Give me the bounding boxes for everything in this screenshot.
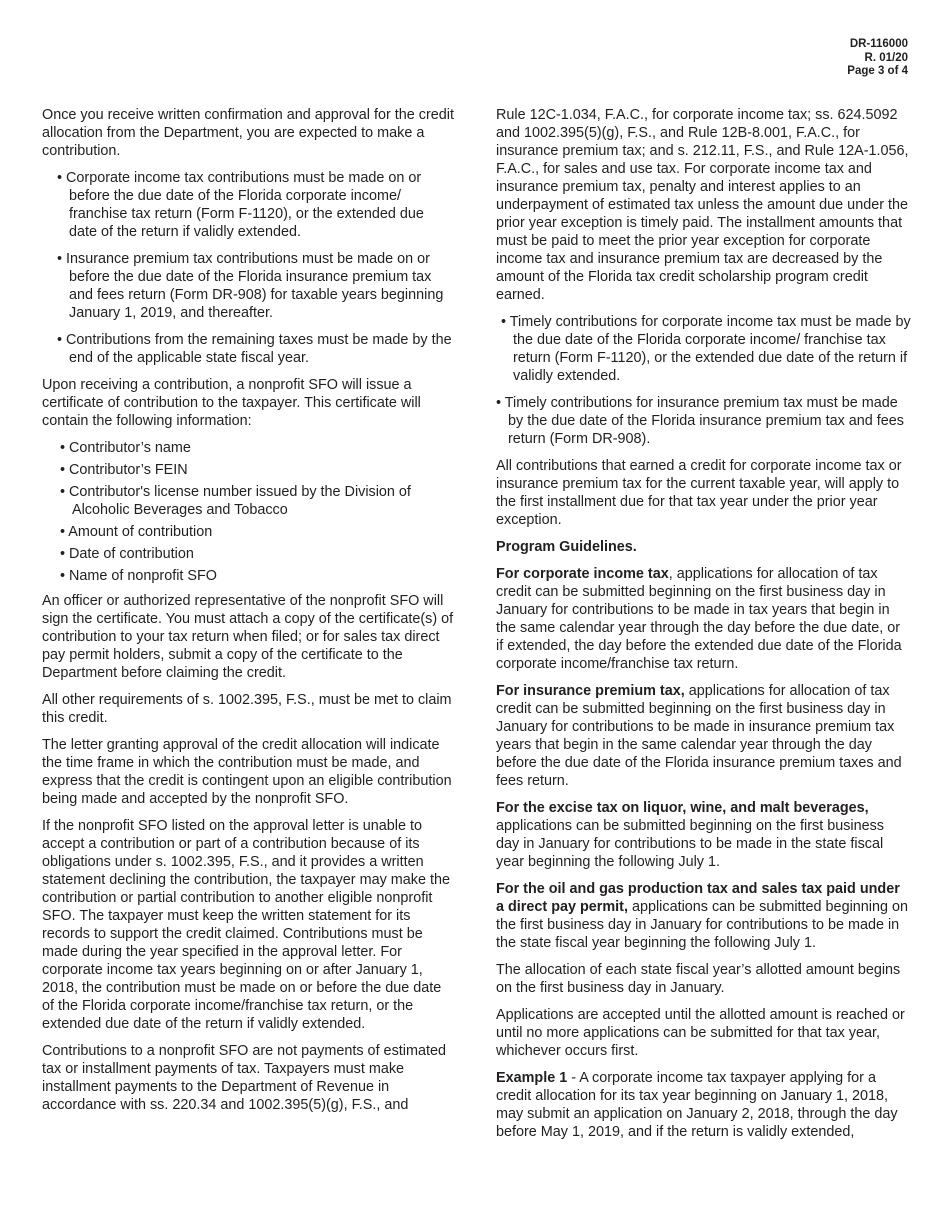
form-revision: R. 01/20 [864, 51, 908, 64]
form-header [847, 38, 908, 79]
insurance-premium-tax-paragraph [496, 682, 911, 790]
example-text: - A corporate income tax taxpayer applying for a credit allocation for its tax year beginning on January 1, 2018, may submit an application on January 2, 2018, through the day before May 1, 2019, and if the return is validly extended, [496, 1070, 898, 1140]
confirmation-paragraph: Once you receive written confirmation and approval for the credit allocation from the Department, you are expected to make a contribution. [42, 107, 454, 159]
list-item: • Insurance premium tax contributions must be made on or before the due date of the Florida insurance premium tax and fees return (Form DR-908) for taxable years beginning January 1, 2019, and thereafter. [57, 251, 444, 321]
oil-gas-tax-text: applications can be submitted beginning on the first business day in January for contributions to be made in the state fiscal year beginning the following July 1. [496, 899, 908, 951]
insurance-premium-tax-lead: For insurance premium tax, [496, 683, 685, 699]
corporate-income-tax-lead: For corporate income tax [496, 566, 669, 582]
list-item: • Corporate income tax contributions must be made on or before the due date of the Florida corporate income/ franchise tax return (Form F-1120), or the extended due date of the return if validly extended. [57, 170, 424, 240]
oil-gas-tax-paragraph [496, 880, 911, 952]
oil-gas-tax-lead: For the oil and gas production tax and sales tax paid under a direct pay permit, [496, 881, 900, 915]
applications-accepted-paragraph: Applications are accepted until the allotted amount is reached or until no more applications can be submitted for that tax year, whichever occurs first. [496, 1007, 905, 1059]
approval-letter-paragraph: The letter granting approval of the credit allocation will indicate the time frame in which the contribution must be made, and express that the credit is contingent upon an eligible contribution being made and accepted by the nonprofit SFO. [42, 737, 452, 807]
list-item: • Name of nonprofit SFO [60, 568, 218, 584]
list-item: • Timely contributions for corporate income tax must be made by the due date of the Florida corporate income/ franchise tax return (Form F-1120), or the extended due date of the return if validly extended. [501, 314, 911, 384]
rules-paragraph: Rule 12C-1.034, F.A.C., for corporate income tax; ss. 624.5092 and 1002.395(5)(g), F.S., and Rule 12B-8.001, F.A.C., for insurance premium tax; and s. 212.11, F.S., and Rule 12A-1.056, F.A.C., for sales and use tax. For corporate income tax and insurance premium tax, penalty and interest applies to an underpayment of estimated tax unless the amount due under the prior year exception is timely paid. The installment amounts that must be paid to meet the prior year exception for corporate income tax and insurance premium tax are decreased by the amount of the Florida tax credit scholarship program credit earned. [496, 107, 909, 303]
certificate-info-list [42, 439, 454, 585]
list-item: • Contributor’s name [60, 440, 191, 456]
list-item: • Contributions from the remaining taxes must be made by the end of the applicable state fiscal year. [57, 332, 452, 366]
example-lead: Example 1 [496, 1070, 568, 1086]
timely-contribution-list [496, 313, 911, 448]
excise-tax-paragraph [496, 799, 911, 871]
left-column [42, 106, 454, 1123]
list-item: • Contributor's license number issued by the Division of Alcoholic Beverages and Tobacco [60, 484, 411, 518]
allocation-paragraph: The allocation of each state fiscal year’s allotted amount begins on the first business day in January. [496, 962, 901, 996]
program-guidelines-heading: Program Guidelines. [496, 539, 637, 555]
form-number: DR-116000 [849, 38, 908, 50]
corporate-income-tax-paragraph [496, 565, 911, 673]
list-item: • Amount of contribution [60, 524, 213, 540]
installment-paragraph: All contributions that earned a credit for corporate income tax or insurance premium tax for the current taxable year, will apply to the first installment due for that tax year under the prior year exception. [496, 458, 902, 528]
estimated-tax-paragraph: Contributions to a nonprofit SFO are not payments of estimated tax or installment payments of tax. Taxpayers must make installment payments to the Department of Revenue in accordance with ss. 220.34 and 1002.395(5)(g), F.S., and [42, 1043, 446, 1113]
corporate-income-tax-text: , applications for allocation of tax credit can be submitted beginning on the first business day in January for contributions to be made in tax years that begin in the same calendar year through the day before the due date, or if extended, the day before the extended due date of the Florida corporate income/franchise tax return. [496, 566, 902, 672]
list-item: • Date of contribution [60, 546, 194, 562]
right-column [496, 106, 911, 1150]
declined-contribution-paragraph: If the nonprofit SFO listed on the approval letter is unable to accept a contribution or part of a contribution because of its obligations under s. 1002.395, F.S., and it provides a written statement declining the contribution, the taxpayer may make the contribution or partial contribution to another eligible nonprofit SFO. The taxpayer must keep the written statement for its records to support the credit claimed. Contributions must be made during the year specified in the approval letter. For corporate income tax years beginning on or after January 1, 2018, the contribution must be made on or before the due date of the Florida corporate income/franchise tax return, or the extended due date of the return if validly extended. [42, 818, 450, 1032]
requirements-paragraph: All other requirements of s. 1002.395, F.S., must be met to claim this credit. [42, 692, 452, 726]
contribution-deadline-list [42, 169, 454, 367]
page-number: Page 3 of 4 [847, 65, 908, 77]
excise-tax-lead: For the excise tax on liquor, wine, and malt beverages, [496, 800, 869, 816]
list-item: • Contributor’s FEIN [60, 462, 188, 478]
example-paragraph [496, 1069, 911, 1141]
certificate-paragraph: Upon receiving a contribution, a nonprofit SFO will issue a certificate of contribution to the taxpayer. This certificate will contain the following information: [42, 377, 421, 429]
list-item: • Timely contributions for insurance premium tax must be made by the due date of the Florida insurance premium tax and fees return (Form DR-908). [496, 395, 904, 447]
excise-tax-text: applications can be submitted beginning on the first business day in January for contributions to be made in the state fiscal year beginning the following July 1. [496, 818, 884, 870]
insurance-premium-tax-text: applications for allocation of tax credit can be submitted beginning on the first business day in January for contributions to be made in insurance premium tax years that begin in the same calendar year through the day before the due date of the Florida insurance premium taxes and fees return. [496, 683, 902, 789]
officer-signature-paragraph: An officer or authorized representative of the nonprofit SFO will sign the certificate. You must attach a copy of the certificate(s) of contribution to your tax return when filed; or for sales tax direct pay permit holders, submit a copy of the certificate to the Department before claiming the credit. [42, 593, 454, 681]
